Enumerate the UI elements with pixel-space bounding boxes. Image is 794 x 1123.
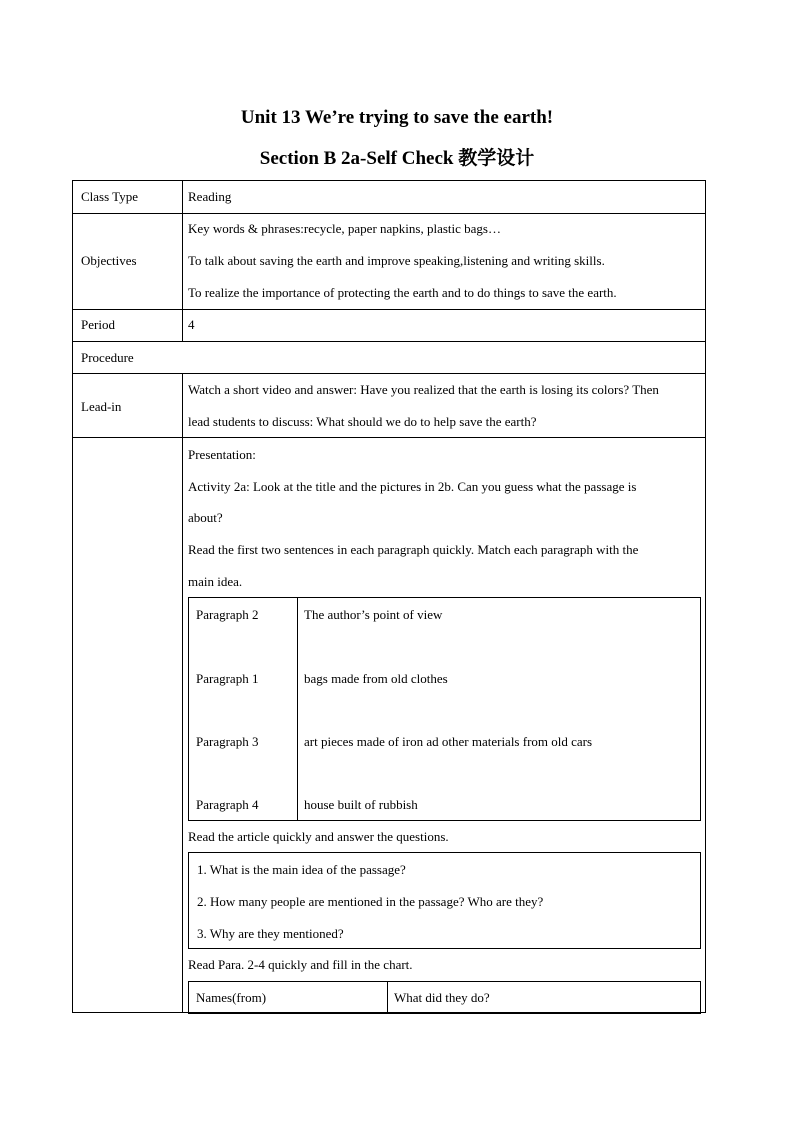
match-table-divider: [297, 598, 298, 820]
class-type-value: Reading: [188, 189, 232, 204]
column-divider: [182, 181, 183, 341]
page-subtitle: Section B 2a-Self Check 教学设计: [259, 148, 535, 169]
match-paragraph: Paragraph 1: [196, 671, 259, 686]
match-paragraph: Paragraph 3: [196, 734, 259, 749]
lead-in-line: Watch a short video and answer: Have you realized that the earth is losing its colors? Then: [188, 382, 659, 397]
presentation-line: main idea.: [188, 574, 243, 589]
lead-in-line: lead students to discuss: What should we do to help save the earth?: [188, 414, 537, 429]
presentation-line: Read the first two sentences in each paragraph quickly. Match each paragraph with the: [188, 542, 639, 557]
objective-line: Key words & phrases:recycle, paper napkins, plastic bags…: [188, 221, 501, 236]
row-divider: [73, 213, 705, 214]
row-divider: [73, 437, 705, 438]
match-paragraph: Paragraph 4: [196, 797, 259, 812]
match-table: [188, 597, 701, 821]
read-article-instruction: Read the article quickly and answer the questions.: [188, 829, 449, 844]
class-type-label: Class Type: [81, 189, 138, 204]
lesson-plan-table: [72, 180, 706, 1013]
period-label: Period: [81, 317, 115, 332]
objective-line: To realize the importance of protecting the earth and to do things to save the earth.: [188, 285, 617, 300]
question-item: 2. How many people are mentioned in the passage? Who are they?: [197, 894, 544, 909]
page-title: Unit 13 We’re trying to save the earth!: [240, 107, 554, 128]
question-item: 3. Why are they mentioned?: [197, 926, 344, 941]
period-value: 4: [188, 317, 195, 332]
row-divider: [73, 309, 705, 310]
question-item: 1. What is the main idea of the passage?: [197, 862, 406, 877]
match-idea: art pieces made of iron ad other materials from old cars: [304, 734, 593, 749]
match-idea: The author’s point of view: [304, 607, 443, 622]
read-para-instruction: Read Para. 2-4 quickly and fill in the chart.: [188, 957, 413, 972]
presentation-line: about?: [188, 510, 223, 525]
chart-header-names: Names(from): [196, 990, 267, 1005]
presentation-line: Activity 2a: Look at the title and the pictures in 2b. Can you guess what the passage is: [188, 479, 637, 494]
questions-box: [188, 852, 701, 949]
fill-chart-divider: [387, 982, 388, 1013]
objective-line: To talk about saving the earth and improve speaking,listening and writing skills.: [188, 253, 605, 268]
lead-in-label: Lead-in: [81, 399, 122, 414]
row-divider: [73, 373, 705, 374]
procedure-label: Procedure: [81, 350, 134, 365]
chart-header-actions: What did they do?: [394, 990, 490, 1005]
match-idea: house built of rubbish: [304, 797, 418, 812]
column-divider: [182, 373, 183, 1013]
row-divider: [73, 341, 705, 342]
fill-chart: [188, 981, 701, 1014]
presentation-heading: Presentation:: [188, 447, 256, 462]
match-paragraph: Paragraph 2: [196, 607, 259, 622]
objectives-label: Objectives: [81, 253, 137, 268]
match-idea: bags made from old clothes: [304, 671, 448, 686]
